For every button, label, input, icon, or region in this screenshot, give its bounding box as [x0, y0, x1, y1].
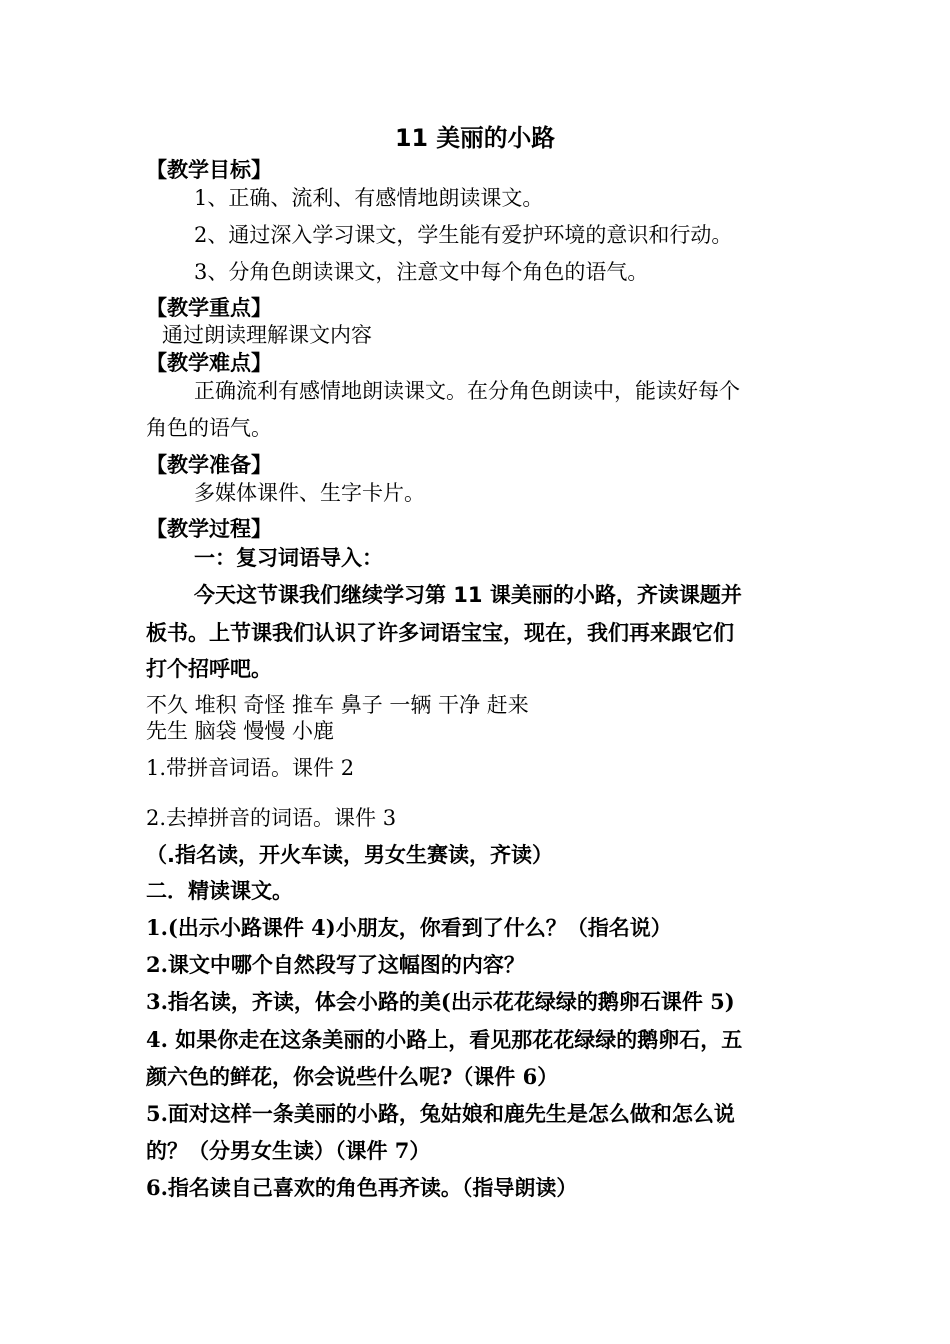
question-6: 6.指名读自己喜欢的角色再齐读。（指导朗读） — [146, 1175, 578, 1200]
preparation-heading: 【教学准备】 — [146, 453, 272, 477]
objectives-heading: 【教学目标】 — [146, 158, 272, 182]
lesson-title: 11 美丽的小路 — [395, 124, 555, 152]
objective-item-3: 3、分角色朗读课文，注意文中每个角色的语气。 — [194, 260, 649, 284]
intro-line3: 打个招呼吧。 — [146, 657, 272, 681]
vocabulary-row-1: 不久 堆积 奇怪 推车 鼻子 一辆 干净 赶来 — [146, 693, 529, 717]
objective-item-2: 2、通过深入学习课文，学生能有爱护环境的意识和行动。 — [194, 223, 733, 247]
question-3: 3.指名读，齐读，体会小路的美(出示花花绿绿的鹅卵石课件 5) — [146, 989, 735, 1014]
intro-line2: 板书。上节课我们认识了许多词语宝宝，现在，我们再来跟它们 — [146, 621, 734, 645]
difficulties-text-line2: 角色的语气。 — [146, 416, 272, 440]
process-heading: 【教学过程】 — [146, 517, 272, 541]
difficulties-heading: 【教学难点】 — [146, 351, 272, 375]
difficulties-text-line1: 正确流利有感情地朗读课文。在分角色朗读中，能读好每个 — [194, 379, 740, 403]
step1-title: 一：复习词语导入： — [194, 546, 383, 570]
key-points-heading: 【教学重点】 — [146, 296, 272, 320]
objective-item-1: 1、正确、流利、有感情地朗读课文。 — [194, 186, 544, 210]
question-4-line2: 颜六色的鲜花，你会说些什么呢?（课件 6） — [146, 1064, 559, 1089]
question-2: 2.课文中哪个自然段写了这幅图的内容？ — [146, 952, 525, 977]
question-5-line2: 的？（分男女生读）（课件 7） — [146, 1138, 431, 1163]
question-5-line1: 5.面对这样一条美丽的小路，兔姑娘和鹿先生是怎么做和怎么说 — [146, 1101, 735, 1126]
intro-line1: 今天这节课我们继续学习第 11 课美丽的小路，齐读课题并 — [194, 583, 742, 607]
word-task-1: 1.带拼音词语。课件 2 — [146, 756, 355, 780]
vocabulary-row-2: 先生 脑袋 慢慢 小鹿 — [146, 719, 335, 743]
question-4-line1: 4. 如果你走在这条美丽的小路上，看见那花花绿绿的鹅卵石，五 — [146, 1027, 743, 1052]
key-points-text: 通过朗读理解课文内容 — [162, 323, 372, 347]
reading-methods: （.指名读，开火车读，男女生赛读，齐读） — [146, 843, 553, 867]
word-task-2: 2.去掉拼音的词语。课件 3 — [146, 806, 397, 830]
step2-title: 二．精读课文。 — [146, 879, 293, 903]
preparation-text: 多媒体课件、生字卡片。 — [194, 481, 425, 505]
question-1: 1.(出示小路课件 4)小朋友，你看到了什么？（指名说） — [146, 915, 672, 940]
